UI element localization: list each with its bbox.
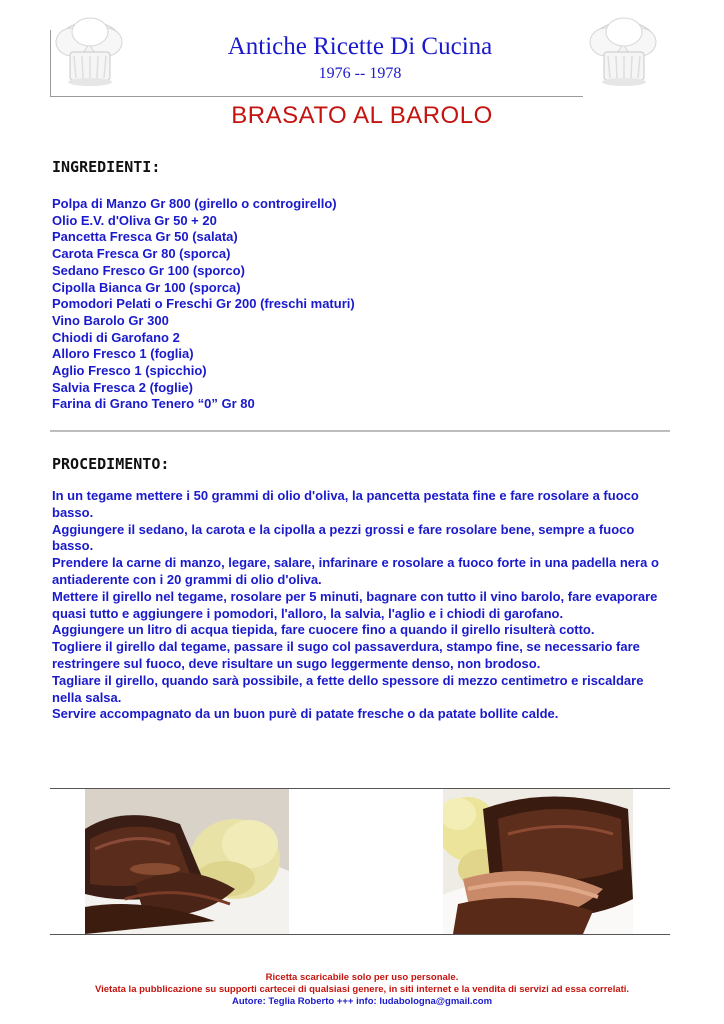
footer <box>0 972 724 1008</box>
procedure-step: Aggiungere il sedano, la carota e la cipolla a pezzi grossi e fare rosolare bene, sempre a fuoco basso. <box>52 521 635 554</box>
ingredient-item: Cipolla Bianca Gr 100 (sporca) <box>52 279 241 295</box>
recipe-title: BRASATO AL BAROLO <box>231 102 493 129</box>
ingredient-item: Olio E.V. d'Oliva Gr 50 + 20 <box>52 212 217 228</box>
chef-hat-icon-left <box>50 10 130 90</box>
ingredient-item: Alloro Fresco 1 (foglia) <box>52 346 194 362</box>
ingredient-item: Salvia Fresca 2 (foglie) <box>52 379 193 395</box>
ingredient-item: Carota Fresca Gr 80 (sporca) <box>52 246 231 262</box>
ingredients-list <box>52 196 355 413</box>
ingredient-item: Polpa di Manzo Gr 800 (girello o controgirello) <box>52 196 337 211</box>
ingredient-item: Sedano Fresco Gr 100 (sporco) <box>52 262 245 278</box>
brasato-photo-left <box>85 789 289 934</box>
photo-bottom-line <box>50 934 670 935</box>
section-divider <box>50 430 670 432</box>
procedure-step: Togliere il girello dal tegame, passare il sugo col passaverdura, stampo fine, se necessario fare restringere sul fuoco, deve risultare un sugo leggermente denso, non brodoso. <box>52 639 640 671</box>
chef-hat-icon-right <box>584 10 664 90</box>
ingredients-heading: INGREDIENTI: <box>52 158 161 176</box>
procedure-heading: PROCEDIMENTO: <box>52 455 170 473</box>
footer-disclaimer: Vietata la pubblicazione su supporti cartecei di qualsiasi genere, in siti internet e la vendita di servizi ad essa correlati. <box>94 984 630 995</box>
brasato-photo-right <box>443 789 633 934</box>
ingredient-item: Pomodori Pelati o Freschi Gr 200 (freschi maturi) <box>52 296 355 312</box>
ingredient-item: Farina di Grano Tenero “0” Gr 80 <box>52 396 255 412</box>
site-title: Antiche Ricette Di Cucina <box>227 33 493 60</box>
procedure-step: In un tegame mettere i 50 grammi di olio d'oliva, la pancetta pestata fine e fare rosolare a fuoco basso. <box>52 488 639 520</box>
procedure-step: Mettere il girello nel tegame, rosolare per 5 minuti, bagnare con tutto il vino barolo, fare evaporare quasi tutto e aggiungere i pomodori, l'alloro, la salvia, l'aglio e i chiodi di garofano. <box>52 588 658 621</box>
site-years: 1976 -- 1978 <box>318 65 402 82</box>
procedure-step: Tagliare il girello, quando sarà possibile, a fette dello spessore di mezzo centimetro e riscaldare nella salsa. <box>52 672 644 705</box>
ingredient-item: Chiodi di Garofano 2 <box>52 329 180 345</box>
footer-author: Autore: Teglia Roberto +++ info: ludabologna@gmail.com <box>231 996 493 1007</box>
ingredient-item: Pancetta Fresca Gr 50 (salata) <box>52 229 238 245</box>
procedure-step: Servire accompagnato da un buon purè di patate fresche o da patate bollite calde. <box>52 706 559 722</box>
procedure-step: Prendere la carne di manzo, legare, salare, infarinare e rosolare a fuoco forte in una padella nera o antiaderente con i 20 grammi di olio d'oliva. <box>52 555 659 587</box>
footer-note: Ricetta scaricabile solo per uso personale. <box>265 972 459 983</box>
procedure-step: Aggiungere un litro di acqua tiepida, fare cuocere fino a quando il girello risulterà cotto. <box>52 622 595 638</box>
ingredient-item: Aglio Fresco 1 (spicchio) <box>52 363 207 379</box>
ingredient-item: Vino Barolo Gr 300 <box>52 312 169 328</box>
procedure-text <box>52 488 672 723</box>
